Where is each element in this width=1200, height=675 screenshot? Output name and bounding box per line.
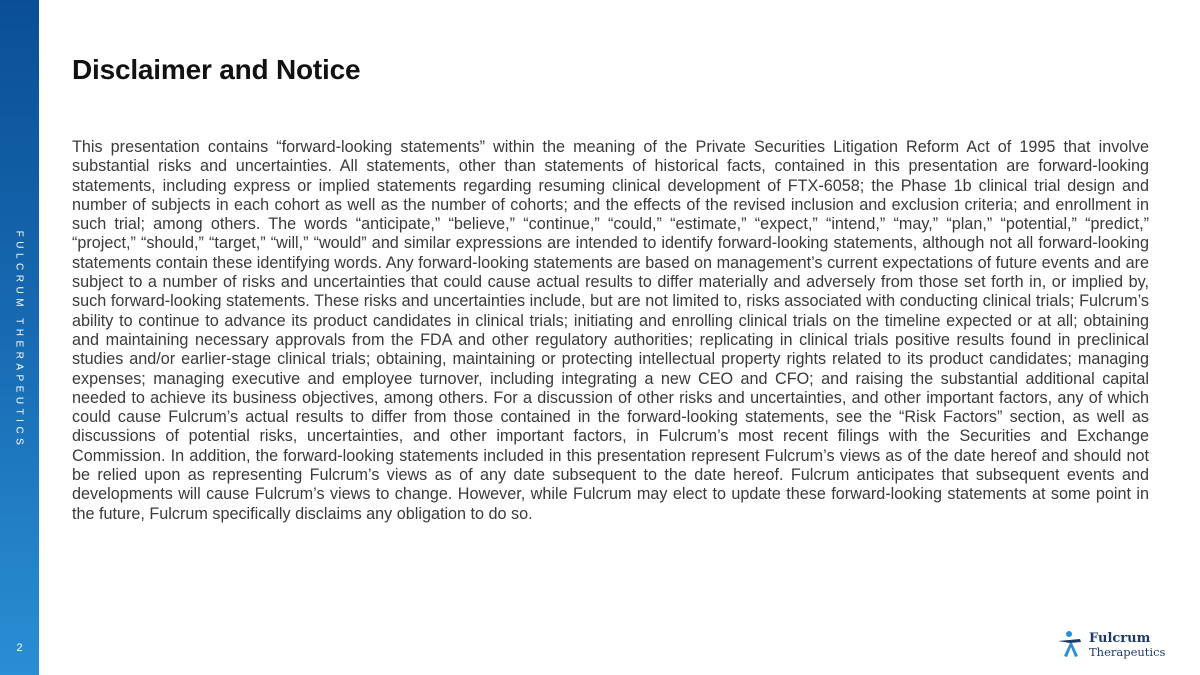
side-bar [0, 0, 39, 675]
fulcrum-figure-icon [1056, 630, 1084, 658]
logo-wordmark-line1: Fulcrum [1089, 631, 1151, 646]
disclaimer-body: This presentation contains “forward-looking statements” within the meaning of the Private Securities Litigation Reform Act of 1995 that involve substantial risks and uncertainties. All statements, other than statements of historical facts, contained in this presentation are forward-looking statements, including express or implied statements regarding resuming clinical development of FTX-6058; the Phase 1b clinical trial design and number of subjects in each cohort as well as the number of cohorts; and the effects of the revised inclusion and exclusion criteria; and enrollment in such trial; among others. The words “anticipate,” “believe,” “continue,” “could,” “estimate,” “expect,” “intend,” “may,” “plan,” “potential,” “predict,” “project,” “should,” “target,” “will,” “would” and similar expressions are intended to identify forward-looking statements, although not all forward-looking statements contain these identifying words. Any forward-looking statements are based on management’s current expectations of future events and are subject to a number of risks and uncertainties that could cause actual results to differ materially and adversely from those set forth in, or implied by, such forward-looking statements. These risks and uncertainties include, but are not limited to, risks associated with conducting clinical trials; Fulcrum’s ability to continue to advance its product candidates in clinical trials; initiating and enrolling clinical trials on the timeline expected or at all; obtaining and maintaining necessary approvals from the FDA and other regulatory authorities; replicating in clinical trials positive results found in preclinical studies and/or earlier-stage clinical trials; obtaining, maintaining or protecting intellectual property rights related to its product candidates; managing expenses; managing executive and employee turnover, including integrating a new CEO and CFO; and raising the substantial additional capital needed to achieve its business objectives, among others. For a discussion of other risks and uncertainties, and other important factors, any of which could cause Fulcrum’s actual results to differ from those contained in the forward-looking statements, see the “Risk Factors” section, as well as discussions of potential risks, uncertainties, and other important factors, in Fulcrum’s most recent filings with the Securities and Exchange Commission. In addition, the forward-looking statements included in this presentation represent Fulcrum’s views as of the date hereof and should not be relied upon as representing Fulcrum’s views as of any date subsequent to the date hereof. Fulcrum anticipates that subsequent events and developments will cause Fulcrum’s views to change. However, while Fulcrum may elect to update these forward-looking statements at some point in the future, Fulcrum specifically disclaims any obligation to do so. [72, 138, 1149, 523]
side-brand-label: FULCRUM THERAPEUTICS [13, 230, 25, 450]
company-logo [1056, 630, 1166, 662]
page-number: 2 [16, 642, 23, 654]
logo-wordmark-line2: Therapeutics [1089, 645, 1166, 659]
slide-title: Disclaimer and Notice [72, 54, 361, 85]
